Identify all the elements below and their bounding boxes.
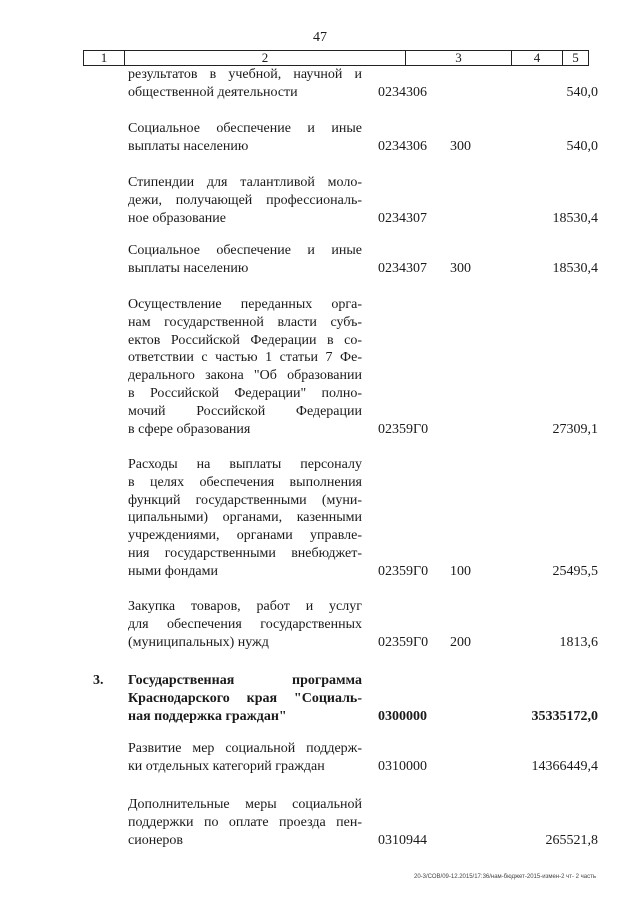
expense-type: 300: [450, 260, 471, 276]
amount: 18530,4: [552, 260, 598, 276]
description-line: Закупка товаров, работ и услуг: [128, 599, 362, 614]
target-code: 0234307: [378, 210, 427, 226]
expense-type: 300: [450, 138, 471, 154]
description-line: ответствии с частью 1 статьи 7 Фе-: [128, 350, 362, 366]
description-line: в сфере образования: [128, 421, 251, 437]
description-line: Социальное обеспечение и иные: [128, 121, 362, 136]
row-description: [128, 672, 362, 725]
target-code: 02359Г0: [378, 563, 429, 579]
target-code: 0234306: [378, 138, 427, 154]
description-line: Краснодарского края "Социаль-: [128, 690, 362, 706]
amount: 540,0: [566, 138, 598, 154]
amount: 27309,1: [552, 421, 598, 437]
amount: 35335172,0: [531, 708, 598, 724]
row-description: [128, 66, 362, 102]
amount: 540,0: [566, 84, 598, 100]
description-line: ектов Российской Федерации в со-: [128, 332, 362, 348]
amount: 265521,8: [545, 832, 598, 848]
page-number: 47: [313, 30, 327, 45]
expense-type: 100: [450, 563, 471, 579]
table-header: [83, 50, 589, 66]
description-line: общественной деятельности: [128, 84, 298, 100]
description-line: дерального закона "Об образовании: [128, 368, 362, 384]
amount: 25495,5: [552, 563, 598, 579]
row-description: [128, 174, 362, 227]
target-code: 0310000: [378, 758, 427, 774]
description-line: ки отдельных категорий граждан: [128, 758, 325, 774]
target-code: 02359Г0: [378, 634, 429, 650]
description-line: выплаты населению: [128, 260, 249, 276]
description-line: дежи, получающей профессиональ-: [128, 192, 362, 208]
row-description: [128, 740, 362, 776]
description-line: ными фондами: [128, 563, 219, 579]
description-line: поддержки по оплате проезда пен-: [128, 814, 362, 830]
description-line: учреждениями, органами управле-: [128, 528, 362, 544]
description-line: в целях обеспечения выполнения: [128, 474, 362, 490]
row-description: [128, 242, 362, 278]
target-code: 0234306: [378, 84, 427, 100]
description-line: нам государственной власти субъ-: [128, 314, 362, 330]
expense-type: 200: [450, 634, 471, 650]
description-line: для обеспечения государственных: [128, 616, 362, 632]
row-description: [128, 456, 362, 581]
section-number: 3.: [93, 673, 104, 688]
description-line: Развитие мер социальной поддерж-: [128, 741, 362, 756]
description-line: ное образование: [128, 210, 226, 226]
amount: 18530,4: [552, 210, 598, 226]
description-line: Дополнительные меры социальной: [128, 797, 362, 812]
row-description: [128, 120, 362, 156]
description-line: ная поддержка граждан": [128, 708, 287, 724]
footer-reference: 20-3/СОВ/09-12.2015/17:36/нам-бюджет-2015-измен-2 чт- 2 часть: [413, 874, 596, 880]
description-line: функций государственными (муни-: [128, 492, 362, 508]
description-line: Осуществление переданных орга-: [128, 297, 362, 312]
description-line: сионеров: [128, 832, 184, 848]
description-line: ния государственными внебюджет-: [128, 545, 362, 561]
description-line: Государственная программа: [128, 673, 362, 688]
description-line: ципальными) органами, казенными: [128, 510, 362, 526]
amount: 1813,6: [559, 634, 598, 650]
description-line: выплаты населению: [128, 138, 249, 154]
description-line: результатов в учебной, научной и: [128, 67, 362, 82]
description-line: Расходы на выплаты персоналу: [128, 457, 362, 472]
amount: 14366449,4: [531, 758, 598, 774]
row-description: [128, 598, 362, 651]
target-code: 0234307: [378, 260, 427, 276]
header-col-1: 1: [84, 51, 125, 65]
header-col-2: 2: [125, 51, 406, 65]
description-line: Социальное обеспечение и иные: [128, 243, 362, 258]
header-col-5: 5: [572, 50, 579, 65]
row-description: [128, 296, 362, 438]
description-line: (муниципальных) нужд: [128, 634, 269, 650]
header-col-4: 4: [512, 51, 563, 65]
description-line: в Российской Федерации" полно-: [128, 385, 362, 401]
row-description: [128, 796, 362, 849]
target-code: 0310944: [378, 832, 427, 848]
description-line: мочий Российской Федерации: [128, 403, 362, 419]
header-col-3: 3: [406, 51, 512, 65]
description-line: Стипендии для талантливой моло-: [128, 175, 362, 190]
target-code: 02359Г0: [378, 421, 429, 437]
target-code: 0300000: [378, 708, 427, 724]
